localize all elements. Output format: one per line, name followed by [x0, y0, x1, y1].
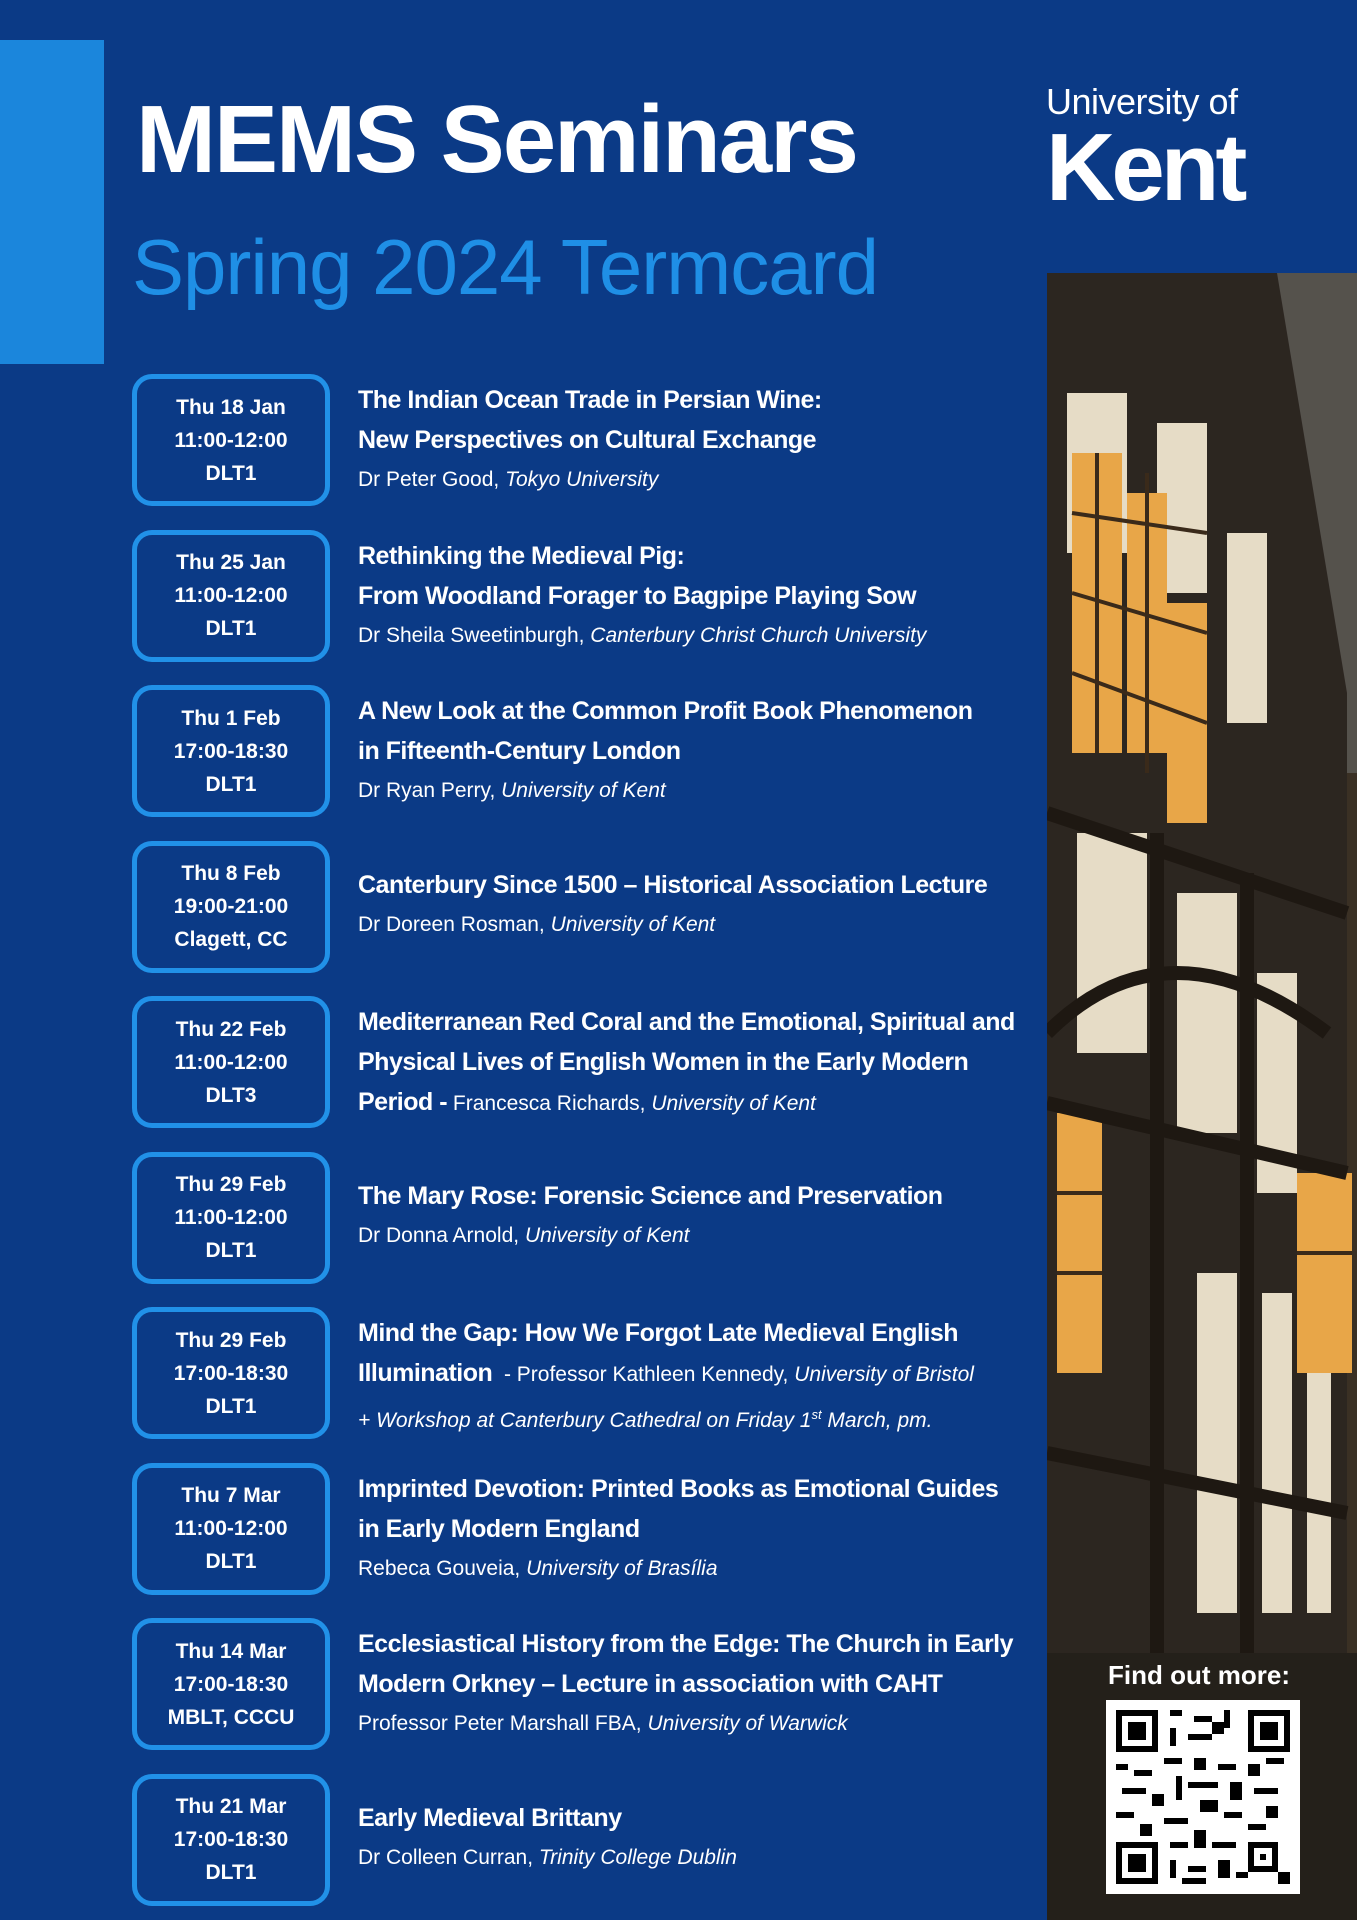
speaker-name: Francesca Richards, — [447, 1092, 652, 1115]
seminar-time: 17:00-18:30 — [173, 739, 289, 763]
speaker-affiliation: Tokyo University — [505, 468, 659, 491]
seminar-speaker — [358, 1216, 1178, 1256]
seminar-time: 11:00-12:00 — [174, 1050, 288, 1074]
seminar-title-line: New Perspectives on Cultural Exchange — [358, 426, 817, 454]
seminar-title-line: Physical Lives of English Women in the Early Modern — [358, 1048, 969, 1076]
seminar-day: Thu 14 Mar — [175, 1639, 287, 1663]
seminar-day: Thu 25 Jan — [176, 551, 286, 574]
speaker-name: - Professor Kathleen Kennedy, — [492, 1363, 795, 1386]
seminar-title-line: Rethinking the Medieval Pig: — [358, 541, 685, 570]
seminar-time: 11:00-12:00 — [174, 428, 288, 452]
seminar-item — [130, 374, 1040, 530]
speaker-name: Dr Donna Arnold, — [358, 1223, 525, 1247]
seminar-item — [130, 530, 1040, 686]
speaker-name: Dr Colleen Curran, — [358, 1845, 539, 1869]
speaker-name: Dr Doreen Rosman, — [358, 912, 551, 936]
page-subtitle: Spring 2024 Termcard — [132, 223, 878, 311]
seminar-time: 17:00-18:30 — [173, 1361, 289, 1385]
date-box — [132, 1307, 330, 1439]
seminar-title-line: in Early Modern England — [358, 1514, 640, 1543]
seminar-item — [130, 685, 1040, 841]
seminar-time: 11:00-12:00 — [174, 584, 288, 607]
find-out-more-label: Find out more: — [1108, 1660, 1290, 1690]
date-box — [132, 996, 330, 1128]
seminar-room: DLT1 — [205, 772, 257, 796]
seminar-time: 11:00-12:00 — [174, 1517, 288, 1540]
seminar-room: DLT1 — [205, 1394, 257, 1418]
seminar-title-line: From Woodland Forager to Bagpipe Playing Sow — [358, 581, 917, 610]
seminar-day: Thu 18 Jan — [176, 395, 286, 419]
seminar-room: MBLT, CCCU — [167, 1705, 295, 1729]
seminar-speaker — [358, 1549, 1178, 1589]
seminar-details — [358, 1313, 1178, 1441]
date-box — [132, 374, 330, 506]
speaker-name: Professor Peter Marshall FBA, — [358, 1712, 648, 1735]
date-box — [132, 685, 330, 817]
seminar-day: Thu 7 Mar — [181, 1484, 281, 1507]
seminar-speaker — [358, 1704, 1178, 1744]
workshop-note-text: + Workshop at Canterbury Cathedral on Friday 1 — [358, 1409, 812, 1432]
title-fragment: Period - — [358, 1088, 448, 1116]
speaker-affiliation: University of Kent — [524, 1223, 690, 1247]
seminar-time: 19:00-21:00 — [173, 895, 289, 918]
seminar-speaker — [358, 616, 1178, 656]
seminar-title-line: Mediterranean Red Coral and the Emotional, Spiritual and — [358, 1008, 1015, 1036]
seminar-day: Thu 29 Feb — [175, 1173, 287, 1196]
logo-line2: Kent — [1046, 114, 1244, 221]
seminar-title-line — [358, 1353, 1178, 1395]
seminar-title-line: Modern Orkney – Lecture in association with CAHT — [358, 1670, 943, 1698]
date-box — [132, 1463, 330, 1595]
seminar-item — [130, 1152, 1040, 1308]
date-box — [132, 1152, 330, 1284]
seminar-time: 11:00-12:00 — [174, 1206, 288, 1229]
speaker-name: Dr Peter Good, — [358, 468, 506, 491]
seminar-details — [358, 380, 1178, 500]
speaker-name: Rebeca Gouveia, — [358, 1556, 527, 1580]
date-box — [132, 841, 330, 973]
seminar-time: 17:00-18:30 — [173, 1828, 289, 1851]
seminar-details — [358, 1798, 1178, 1878]
seminar-title-line — [358, 1082, 1178, 1124]
seminar-room: Clagett, CC — [174, 928, 288, 951]
seminar-item — [130, 1307, 1040, 1463]
seminar-item — [130, 841, 1040, 997]
page-title: MEMS Seminars — [136, 86, 857, 193]
speaker-affiliation: University of Kent — [550, 912, 716, 936]
seminar-title-line: in Fifteenth-Century London — [358, 737, 681, 765]
seminar-day: Thu 1 Feb — [181, 706, 281, 730]
speaker-affiliation: University of Kent — [501, 779, 666, 802]
seminar-item — [130, 1463, 1040, 1619]
speaker-name: Dr Sheila Sweetinburgh, — [358, 623, 591, 647]
seminar-title-line: Imprinted Devotion: Printed Books as Emotional Guides — [358, 1474, 999, 1503]
seminar-details — [358, 1176, 1178, 1256]
university-logo — [1046, 81, 1276, 221]
seminar-details — [358, 865, 1178, 945]
seminar-room: DLT1 — [205, 1861, 257, 1884]
seminar-details — [358, 1469, 1178, 1589]
accent-bar — [0, 40, 104, 364]
seminar-day: Thu 8 Feb — [181, 862, 281, 885]
seminar-day: Thu 29 Feb — [175, 1328, 287, 1352]
seminar-speaker — [358, 771, 1178, 811]
seminar-item — [130, 996, 1040, 1152]
seminar-day: Thu 21 Mar — [175, 1795, 287, 1818]
seminar-room: DLT1 — [205, 1550, 257, 1573]
seminar-list — [130, 374, 1040, 1920]
seminar-title-line: Ecclesiastical History from the Edge: The Church in Early — [358, 1630, 1014, 1658]
speaker-affiliation: University of Warwick — [647, 1712, 848, 1735]
seminar-speaker — [358, 1838, 1178, 1878]
seminar-item — [130, 1618, 1040, 1774]
speaker-affiliation: Trinity College Dublin — [538, 1845, 737, 1869]
speaker-affiliation: University of Bristol — [794, 1363, 974, 1386]
seminar-room: DLT1 — [205, 617, 257, 640]
seminar-title-line: Canterbury Since 1500 – Historical Association Lecture — [358, 870, 988, 899]
seminar-day: Thu 22 Feb — [175, 1017, 287, 1041]
seminar-room: DLT1 — [205, 461, 257, 485]
seminar-title-line: Early Medieval Brittany — [358, 1803, 622, 1832]
seminar-details — [358, 536, 1178, 656]
seminar-details — [358, 1002, 1178, 1124]
workshop-note-end: March, pm. — [821, 1409, 933, 1432]
seminar-speaker — [358, 905, 1178, 945]
seminar-room: DLT3 — [205, 1083, 257, 1107]
date-box — [132, 1618, 330, 1750]
seminar-room: DLT1 — [205, 1239, 257, 1262]
seminar-item — [130, 1774, 1040, 1920]
seminar-speaker — [358, 460, 1178, 500]
seminar-details — [358, 1624, 1178, 1744]
speaker-name: Dr Ryan Perry, — [358, 779, 502, 802]
date-box — [132, 1774, 330, 1906]
seminar-time: 17:00-18:30 — [173, 1672, 289, 1696]
logo-line1: University of — [1046, 81, 1238, 122]
seminar-title-line: Mind the Gap: How We Forgot Late Medieval English — [358, 1319, 959, 1347]
seminar-title-line: A New Look at the Common Profit Book Phenomenon — [358, 697, 973, 725]
workshop-note-sup: st — [811, 1407, 822, 1422]
seminar-details — [358, 691, 1178, 811]
date-box — [132, 530, 330, 662]
speaker-affiliation: University of Brasília — [526, 1556, 718, 1580]
speaker-affiliation: Canterbury Christ Church University — [590, 623, 927, 647]
seminar-title-line: The Indian Ocean Trade in Persian Wine: — [358, 386, 822, 414]
title-fragment: Illumination — [358, 1359, 493, 1387]
workshop-note — [358, 1395, 1178, 1441]
seminar-title-line: The Mary Rose: Forensic Science and Preservation — [358, 1181, 943, 1210]
speaker-affiliation: University of Kent — [651, 1092, 816, 1115]
